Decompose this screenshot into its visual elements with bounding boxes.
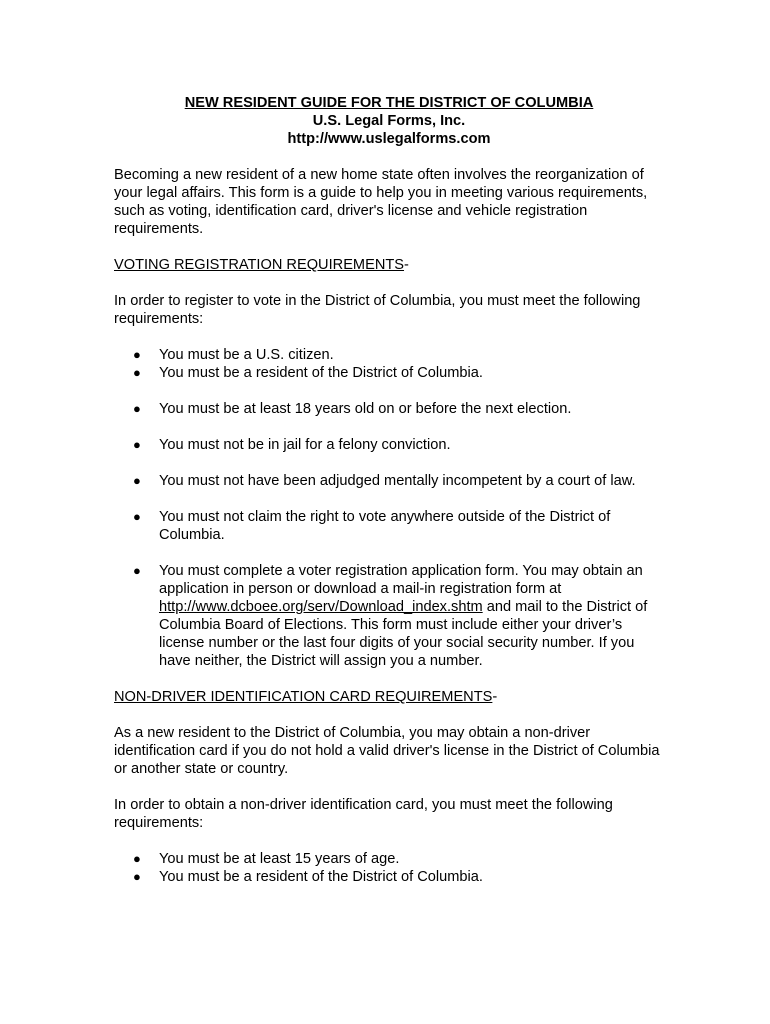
list-item-text: You must not have been adjudged mentally incompetent by a court of law. <box>159 473 636 489</box>
bullet-icon: ● <box>133 473 141 488</box>
list-item-text: You must be a resident of the District of Columbia. <box>159 869 483 885</box>
list-item <box>114 400 664 418</box>
list-item-text: You must be at least 18 years old on or before the next election. <box>159 401 572 417</box>
voting-heading-text: VOTING REGISTRATION REQUIREMENTS <box>114 257 405 273</box>
voting-section-heading <box>114 256 664 274</box>
voting-heading-suffix: - <box>404 257 409 273</box>
nondriver-paragraph-2: In order to obtain a non-driver identification card, you must meet the following requirements: <box>114 797 613 831</box>
company-url: http://www.uslegalforms.com <box>287 131 491 147</box>
company-name: U.S. Legal Forms, Inc. <box>312 113 466 129</box>
list-item-text: You must complete a voter registration application form. You may obtain an application in person or download a mail-in registration form at <box>159 563 643 597</box>
nondriver-section-heading <box>114 688 664 706</box>
bullet-icon: ● <box>133 401 141 416</box>
list-item <box>114 346 664 364</box>
bullet-icon: ● <box>133 869 141 884</box>
document-title: NEW RESIDENT GUIDE FOR THE DISTRICT OF COLUMBIA <box>184 95 594 111</box>
list-item-text: and mail to the District of Columbia Board of Elections. This form must include either your driver’s license number or the last four digits of your social security number. If you have neither, the District will assign you a number. <box>159 599 648 669</box>
list-item <box>114 562 664 670</box>
list-item-text: You must be at least 15 years of age. <box>159 851 400 867</box>
voting-lead-paragraph: In order to register to vote in the District of Columbia, you must meet the following requirements: <box>114 293 641 327</box>
bullet-icon: ● <box>133 851 141 866</box>
list-item-text: You must not be in jail for a felony conviction. <box>159 437 451 453</box>
list-item-text: You must not claim the right to vote anywhere outside of the District of Columbia. <box>159 509 611 543</box>
nondriver-requirements-list <box>114 850 664 886</box>
document-header <box>114 94 664 148</box>
bullet-icon: ● <box>133 563 141 578</box>
intro-paragraph: Becoming a new resident of a new home state often involves the reorganization of your legal affairs. This form is a guide to help you in meeting various requirements, such as voting, identification card, driver's license and vehicle registration requirements. <box>114 167 648 237</box>
list-item <box>114 850 664 868</box>
bullet-icon: ● <box>133 437 141 452</box>
nondriver-heading-text: NON-DRIVER IDENTIFICATION CARD REQUIREMENTS <box>114 689 493 705</box>
list-item <box>114 868 664 886</box>
voting-requirements-list <box>114 346 664 670</box>
bullet-icon: ● <box>133 347 141 362</box>
list-item <box>114 436 664 454</box>
document-page <box>114 94 664 886</box>
list-item <box>114 472 664 490</box>
list-item-text: You must be a U.S. citizen. <box>159 347 334 363</box>
download-form-link[interactable]: http://www.dcboee.org/serv/Download_index.shtm <box>159 599 483 615</box>
list-item-text: You must be a resident of the District of Columbia. <box>159 365 483 381</box>
list-item <box>114 364 664 382</box>
nondriver-heading-suffix: - <box>492 689 498 705</box>
list-item <box>114 508 664 544</box>
bullet-icon: ● <box>133 365 141 380</box>
bullet-icon: ● <box>133 509 141 524</box>
nondriver-paragraph-1: As a new resident to the District of Columbia, you may obtain a non-driver identification card if you do not hold a valid driver's license in the District of Columbia or another state or country. <box>114 725 660 777</box>
